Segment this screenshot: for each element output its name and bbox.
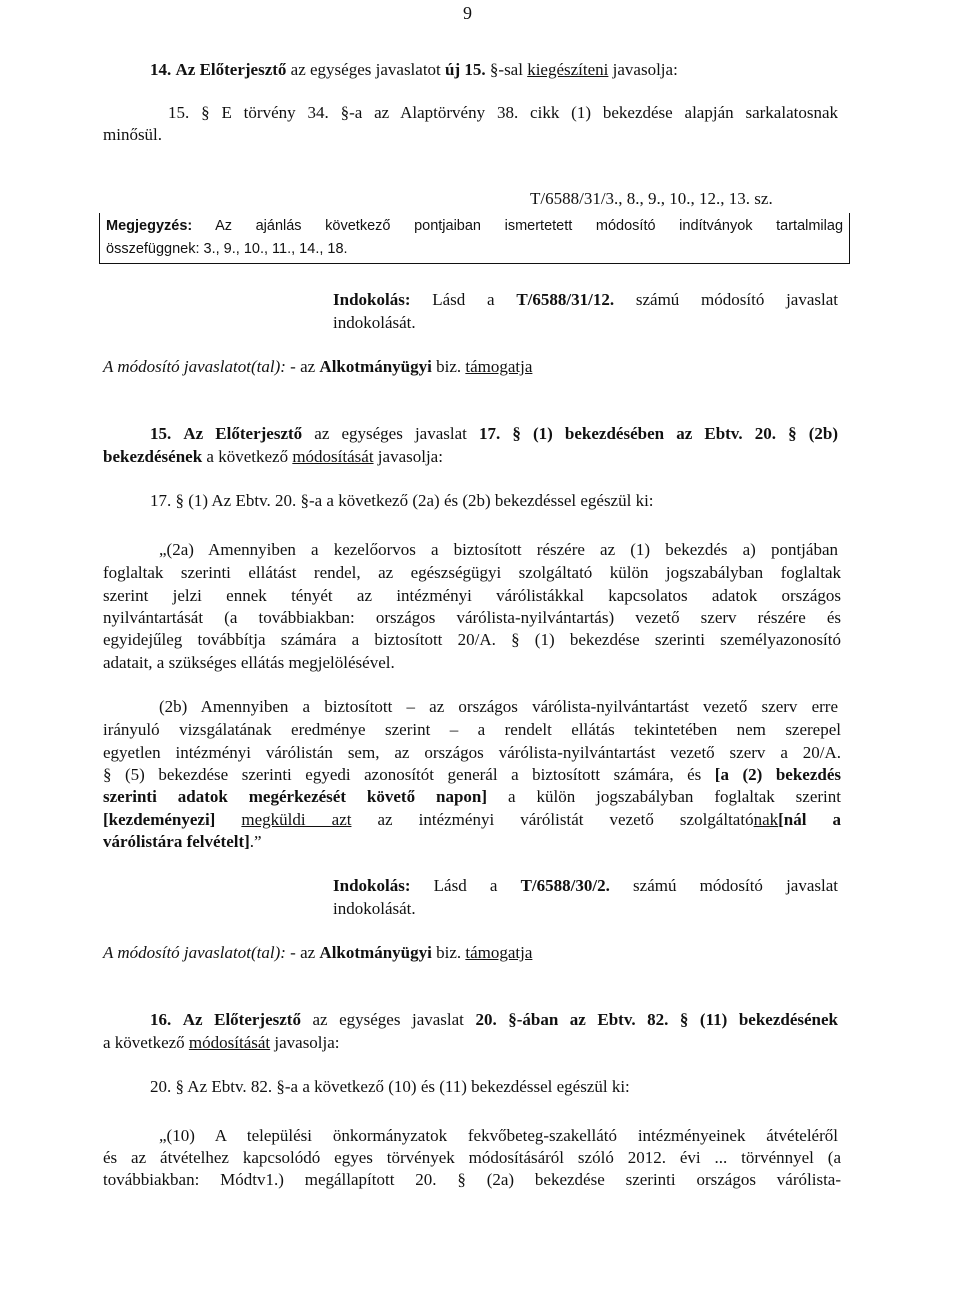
item14-reference: T/6588/31/3., 8., 9., 10., 12., 13. sz. [530,189,773,208]
item15-heading-line2: bekezdésének a következő módosítását javasolja: [103,447,443,466]
p2b-line: § (5) bekezdése szerinti egyedi azonosítót generál a biztosított számára, és [a (2) bekezdés [103,765,841,784]
p2a-line: adatait, a szükséges ellátás megjelölésével. [103,653,395,672]
p2b-line: [kezdeményezi] megküldi azt az intézményi várólistát vezető szolgáltatónak[nál a [103,810,842,829]
p2b-line: egyetlen intézményi várólistán sem, az országos várólista-nyilvántartást vezető szerv a 20/A. [103,743,841,762]
p2a-line: „(2a) Amennyiben a kezelőorvos a biztosított részére az (1) bekezdés a) pontjában [159,540,838,559]
p2b-line: irányuló vizsgálatának eredménye szerint – a rendelt ellátás tekintetében nem szerepel [103,720,841,739]
item14-text-line1: 15. § E törvény 34. §-a az Alaptörvény 38. cikk (1) bekezdése alapján sarkalatosnak [168,103,838,122]
item16-heading: 16. Az Előterjesztő az egységes javaslat 20. §-ában az Ebtv. 82. § (11) bekezdésének [150,1010,838,1029]
item14-heading: 14. Az Előterjesztő az egységes javaslatot új 15. §-sal kiegészíteni javasolja: [150,60,678,79]
note-line2: összefüggnek: 3., 9., 10., 11., 14., 18. [106,241,348,257]
item14-committee-line: A módosító javaslatot(tal): - az Alkotmányügyi biz. támogatja [103,357,533,376]
p2b-line: várólistára felvételt].” [103,832,262,851]
item16-intro: 20. § Az Ebtv. 82. §-a a következő (10) és (11) bekezdéssel egészül ki: [150,1077,630,1096]
item15-heading: 15. Az Előterjesztő az egységes javaslat 17. § (1) bekezdésében az Ebtv. 20. § (2b) [150,424,838,443]
p10-line: „(10) A települési önkormányzatok fekvőbeteg-szakellátó intézményeinek átvételéről [159,1126,838,1145]
item15-justification-line2: indokolását. [333,899,416,918]
item14-text-line2: minősül. [103,125,163,144]
p2b-line: szerinti adatok megérkezését követő napon] a külön jogszabályban foglaltak szerint [103,787,841,806]
p10-line: továbbiakban: Módtv1.) megállapított 20. § (2a) bekezdése szerinti országos várólista- [103,1170,841,1189]
item14-justification-line2: indokolását. [333,313,416,332]
page-number: 9 [463,3,472,23]
item14-presenter: Az Előterjesztő [175,60,287,79]
p10-line: és az átvételhez kapcsolódó egyes törvények módosításáról szóló 2012. évi ... törvénnyel (a [103,1148,841,1167]
note-label: Megjegyzés: [106,218,193,234]
p2a-line: nyilvántartását (a továbbiakban: országos várólista-nyilvántartás) vezető szerv részére és [103,608,841,627]
note-box [99,213,850,264]
p2b-line: (2b) Amennyiben a biztosított – az országos várólista-nyilvántartást vezető szerv erre [159,697,838,716]
item15-committee-line: A módosító javaslatot(tal): - az Alkotmányügyi biz. támogatja [103,943,533,962]
item14-justification: Indokolás: Lásd a T/6588/31/12. számú módosító javaslat [333,290,839,309]
item15-intro: 17. § (1) Az Ebtv. 20. §-a a következő (2a) és (2b) bekezdéssel egészül ki: [150,491,654,510]
item15-justification: Indokolás: Lásd a T/6588/30/2. számú módosító javaslat [333,876,839,895]
p2a-line: szerint jelzi ennek tényét az intézményi várólistákkal kapcsolatos adatok országos [103,586,841,605]
item14-number: 14. [150,60,172,79]
note-line1: Megjegyzés: Az ajánlás következő pontjaiban ismertetett módosító indítványok tartalmilag [106,218,844,234]
p2a-line: foglaltak szerinti ellátást rendel, az egészségügyi szolgáltató külön jogszabályban foglaltak [103,563,841,582]
item16-heading-line2: a következő módosítását javasolja: [103,1033,340,1052]
p2a-line: egyidejűleg továbbítja számára a biztosított 20/A. § (1) bekezdése szerinti személyazonosító [103,630,841,649]
